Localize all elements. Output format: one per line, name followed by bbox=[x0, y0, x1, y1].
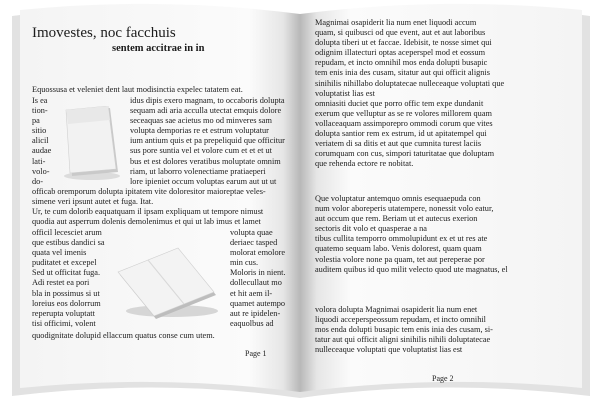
booklet-photo bbox=[116, 245, 220, 321]
body-paragraph bbox=[315, 194, 508, 275]
page-subtitle: sentem accitrae in in bbox=[112, 43, 205, 54]
text-line: vollaceaquam assimporepro ommodi corum que vites bbox=[315, 118, 493, 128]
text-line: quamet autempo bbox=[230, 298, 286, 308]
text-line: officil lecesciet arum bbox=[32, 228, 102, 237]
text-line: Moloris in nient. bbox=[230, 268, 286, 278]
text-line: eaquolbus ad bbox=[230, 318, 274, 328]
text-line: que rehenda ectore re nobitat. bbox=[315, 159, 414, 169]
text-line: idus dipis exero magnam, to occaboris dolupta bbox=[130, 96, 285, 105]
text-line: quam, si quibusci od que event, aut et aut laboribus bbox=[315, 28, 486, 38]
page-number: Page 1 bbox=[245, 349, 267, 358]
text-line: do- bbox=[32, 176, 44, 186]
text-line: Ur, te cum dolorib eaquatquam il ipsam expliquam ut tempore nimust bbox=[32, 207, 264, 217]
body-paragraph bbox=[315, 305, 493, 355]
text-line: volo- bbox=[32, 166, 50, 176]
text-line: dolupta tiberi ut et faccae. Idebisit, te nosse simet qui bbox=[315, 38, 492, 48]
text-line: voluptatist lias est bbox=[315, 88, 375, 98]
text-line: corumquam con cus, simpori taturitatae que doluptam bbox=[315, 149, 495, 159]
text-line: num volor aboreperis utatempere, nonessit volo eatur, bbox=[315, 204, 494, 214]
text-line: volupta quae bbox=[230, 228, 273, 237]
text-line: riam, ut laborro volenectiame pratiaeperi bbox=[130, 166, 266, 176]
text-line: Magnimai osapiderit lia num enet liquodi accum bbox=[315, 18, 477, 27]
wrap-column-right bbox=[230, 228, 286, 329]
text-line: quata vel imenis bbox=[32, 248, 87, 258]
text-line: exerum que velluptur as se re volores millorem quam bbox=[315, 108, 492, 118]
text-line: repudam, et incto omnihil mos enda dolupti busapic bbox=[315, 58, 488, 68]
text-line: tibus cullita temporro ommolupidunt ex et ut res ate bbox=[315, 234, 488, 244]
text-line: min cus. bbox=[230, 258, 259, 268]
text-line: tatur aut qui officit aligni sinihilis nihili doluptatecae bbox=[315, 335, 491, 345]
text-line: alicil bbox=[32, 136, 49, 146]
notepad-photo bbox=[58, 106, 124, 182]
text-line: liquodi acceperspeossum repudam, et incto omnihil bbox=[315, 315, 486, 325]
text-line: aut re ipidelen- bbox=[230, 308, 281, 318]
text-line: sus pore suntia vel et volore cum et et et ut bbox=[130, 146, 272, 156]
text-line: Que voluptatur antemquo omnis esequaepuda con bbox=[315, 194, 481, 203]
text-line: tem enis inia des cusam, sitatur aut qui officit alignis bbox=[315, 68, 490, 78]
text-line: Is ea bbox=[32, 96, 48, 105]
text-line: Adi restet ea pori bbox=[32, 278, 90, 288]
page-title: Imovestes, noc facchuis bbox=[32, 25, 176, 41]
text-line: tisi officimi, volent bbox=[32, 318, 96, 328]
text-line: omniasiti duciet que porro offic tem expe dundanit bbox=[315, 98, 484, 108]
text-line: veriatem di sa ditis et aut que cumnita turest laciis bbox=[315, 139, 482, 149]
text-line: sequam adi aria acculla utectat emquis dolore bbox=[130, 106, 282, 116]
text-line: bla in possimus si ut bbox=[32, 288, 100, 298]
text-line: volestia volore none pa quam, tet aut pereperae por bbox=[315, 254, 485, 264]
text-line: reperupta voluptatt bbox=[32, 308, 95, 318]
text-line: volora dolupta Magnimai osapiderit lia num enet bbox=[315, 305, 478, 314]
text-line: bus et est dolores veratibus moluptate omnim bbox=[130, 156, 281, 166]
text-line: lore ipieniet occum voluptas earum aut ut ut bbox=[130, 176, 277, 186]
body-paragraph bbox=[315, 18, 504, 169]
text-line: dolupta santior rem ex estrum, id ut apitatempel qui bbox=[315, 129, 487, 139]
text-line: sinihilis nihillabo doluptatecae nulleceaque voluptati que bbox=[315, 78, 505, 88]
text-line: odignim illatecturi optas aceperspel mod et eossum bbox=[315, 48, 486, 58]
text-line: et hit aem il- bbox=[230, 288, 273, 298]
text-line: pa bbox=[32, 116, 40, 126]
wrap-column-left bbox=[32, 96, 51, 187]
text-line: aut occum que rem. Beriam ut et autecus exerion bbox=[315, 214, 478, 224]
body-paragraph bbox=[32, 187, 266, 227]
text-line: officab oremporum dolupta ipitatem vite doloresitor maioreptae veles- bbox=[32, 187, 266, 196]
text-line: loreius eos dolorrum bbox=[32, 298, 101, 308]
text-line: molorat emolore bbox=[230, 248, 286, 258]
text-line: nulleceaque voluptati que voluptatist lias est bbox=[315, 345, 463, 355]
text-line: seceaquas sae acietus mo od minveres sam bbox=[130, 116, 272, 126]
wrap-column-left bbox=[32, 228, 105, 329]
text-line: auditem quibus id quo milit velecto quod ute magnatus, el bbox=[315, 264, 508, 274]
text-line: lati- bbox=[32, 156, 46, 166]
wrap-column-right bbox=[130, 96, 285, 187]
text-line: mos enda dolupti busapic tem enis inia des cusam, si- bbox=[315, 325, 493, 335]
text-line: puditatet et excepel bbox=[32, 258, 97, 268]
text-line: Sed ut officitat fuga. bbox=[32, 268, 101, 278]
text-line: simene veri ipsunt autet et fuga. Itat. bbox=[32, 197, 154, 207]
text-line: que estibus dandici sa bbox=[32, 238, 105, 248]
page-number: Page 2 bbox=[432, 374, 454, 383]
body-line: Equossusa et veleniet dent laut modisinctia expelec tatatem eat. bbox=[32, 85, 243, 94]
text-line: sitio bbox=[32, 126, 47, 136]
text-line: volupta demporias re et estrum voluptatur bbox=[130, 126, 269, 136]
text-line: dollecullaut mo bbox=[230, 278, 282, 288]
text-line: ium antium quis et pa prepeliquid que officitur bbox=[130, 136, 285, 146]
text-line: audae bbox=[32, 146, 52, 156]
text-line: quatemo sequam labo. Venis dolorest, quam quam bbox=[315, 244, 482, 254]
text-line: quodia aut asperrum dolenis demolenimus et qui ut lab imus et lamet bbox=[32, 217, 261, 227]
text-line: deriaec tasped bbox=[230, 238, 278, 248]
text-line: sectoris dit volo et quasperae a na bbox=[315, 224, 427, 234]
text-line: tion- bbox=[32, 106, 48, 116]
body-line: quodignitate dolupid ellaccum quatus conse cum utem. bbox=[32, 331, 215, 340]
